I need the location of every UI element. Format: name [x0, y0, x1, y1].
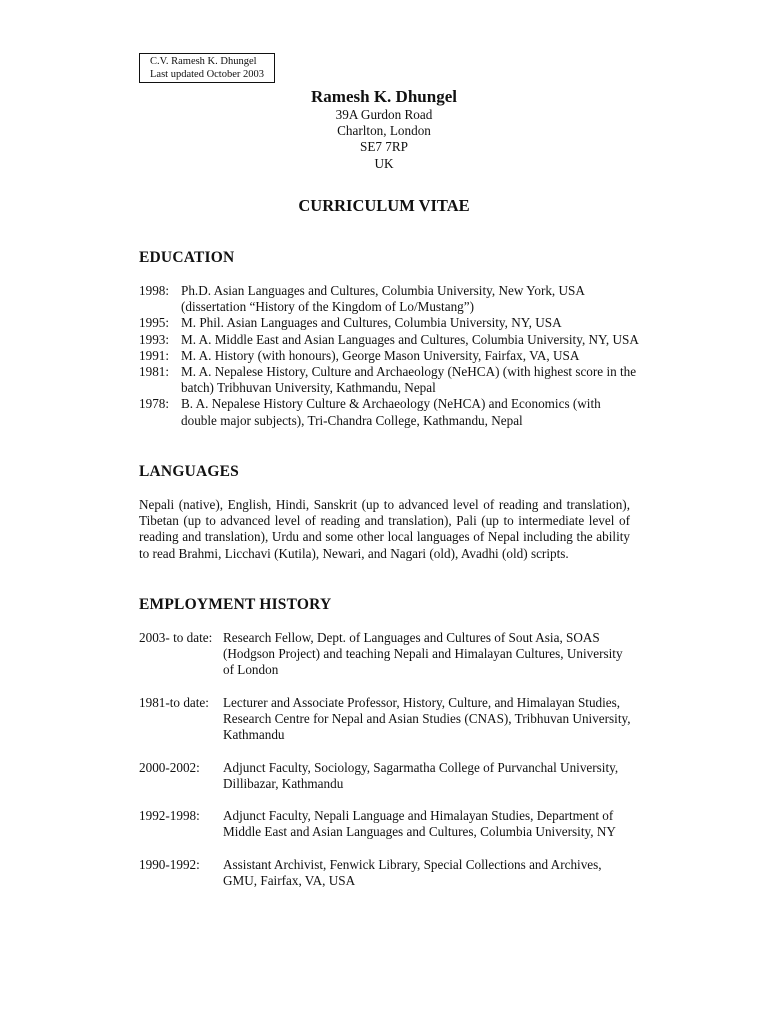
education-detail: M. Phil. Asian Languages and Cultures, Columbia University, NY, USA: [181, 315, 562, 331]
languages-heading: LANGUAGES: [139, 463, 239, 480]
document-title: CURRICULUM VITAE: [298, 196, 470, 215]
employment-heading: EMPLOYMENT HISTORY: [139, 596, 332, 613]
education-year: 1978:: [139, 396, 170, 412]
list-item: [139, 364, 639, 396]
cv-info-box: [139, 53, 275, 83]
employment-period: 2003- to date:: [139, 630, 213, 645]
education-year: 1991:: [139, 347, 170, 363]
education-detail: M. A. History (with honours), George Mason University, Fairfax, VA, USA: [181, 347, 580, 363]
education-detail: B. A. Nepalese History Culture & Archaeology (NeHCA) and Economics (with double major subjects), Tri-Chandra College, Kathmandu, Nepal: [181, 396, 601, 428]
education-year: 1998:: [139, 283, 170, 298]
education-detail: Ph.D. Asian Languages and Cultures, Columbia University, New York, USA (dissertation “History of the Kingdom of Lo/Mustang”): [181, 283, 585, 315]
education-year: 1981:: [139, 364, 170, 380]
list-item: [139, 396, 639, 428]
employment-list: [139, 630, 634, 889]
education-year: 1993:: [139, 331, 170, 347]
address-line-4: UK: [374, 155, 394, 171]
languages-paragraph: Nepali (native), English, Hindi, Sanskrit (up to advanced level of reading and translation), Tibetan (up to advanced level of reading and translation), Pali (up to intermediate level of reading and translation), Urdu and some other local languages of Nepal including the ability to read Brahmi, Licchavi (Kutila), Newari, and Nagari (old), Avadhi (old) scripts.: [139, 497, 630, 561]
cv-info-line-2: Last updated October 2003: [150, 68, 265, 80]
address-line-2: Charlton, London: [337, 123, 431, 139]
list-item: [139, 332, 639, 348]
employment-period: 1981-to date:: [139, 694, 209, 710]
employment-detail: Adjunct Faculty, Sociology, Sagarmatha College of Purvanchal University, Dillibazar, Kathmandu: [223, 759, 619, 791]
address-line-1: 39A Gurdon Road: [335, 107, 433, 122]
address-line-3: SE7 7RP: [359, 139, 408, 155]
education-year: 1995:: [139, 315, 170, 331]
list-item: [139, 315, 639, 331]
person-name: Ramesh K. Dhungel: [311, 87, 457, 106]
employment-detail: Adjunct Faculty, Nepali Language and Himalayan Studies, Department of Middle East and Asian Languages and Cultures, Columbia University, NY: [223, 808, 616, 840]
list-item: [139, 630, 634, 679]
contact-header: [0, 87, 768, 172]
employment-detail: Assistant Archivist, Fenwick Library, Special Collections and Archives, GMU, Fairfax, VA, USA: [223, 856, 602, 888]
list-item: [139, 348, 639, 364]
list-item: [139, 695, 634, 744]
employment-detail: Lecturer and Associate Professor, History, Culture, and Himalayan Studies, Research Centre for Nepal and Asian Studies (CNAS), Tribhuvan University, Kathmandu: [223, 694, 631, 743]
education-detail: M. A. Nepalese History, Culture and Archaeology (NeHCA) (with highest score in the batch) Tribhuvan University, Kathmandu, Nepal: [181, 364, 637, 396]
employment-period: 1992-1998:: [139, 808, 200, 824]
education-heading: EDUCATION: [139, 249, 235, 266]
employment-period: 2000-2002:: [139, 759, 200, 775]
list-item: [139, 760, 634, 792]
list-item: [139, 857, 634, 889]
employment-detail: Research Fellow, Dept. of Languages and Cultures of Sout Asia, SOAS (Hodgson Project) and teaching Nepali and Himalayan Cultures, University of London: [223, 630, 623, 678]
cv-info-line-1: C.V. Ramesh K. Dhungel: [150, 56, 257, 67]
education-detail: M. A. Middle East and Asian Languages and Cultures, Columbia University, NY, USA: [181, 331, 639, 347]
employment-period: 1990-1992:: [139, 856, 200, 872]
education-list: [139, 283, 639, 429]
list-item: [139, 283, 639, 315]
list-item: [139, 808, 634, 840]
